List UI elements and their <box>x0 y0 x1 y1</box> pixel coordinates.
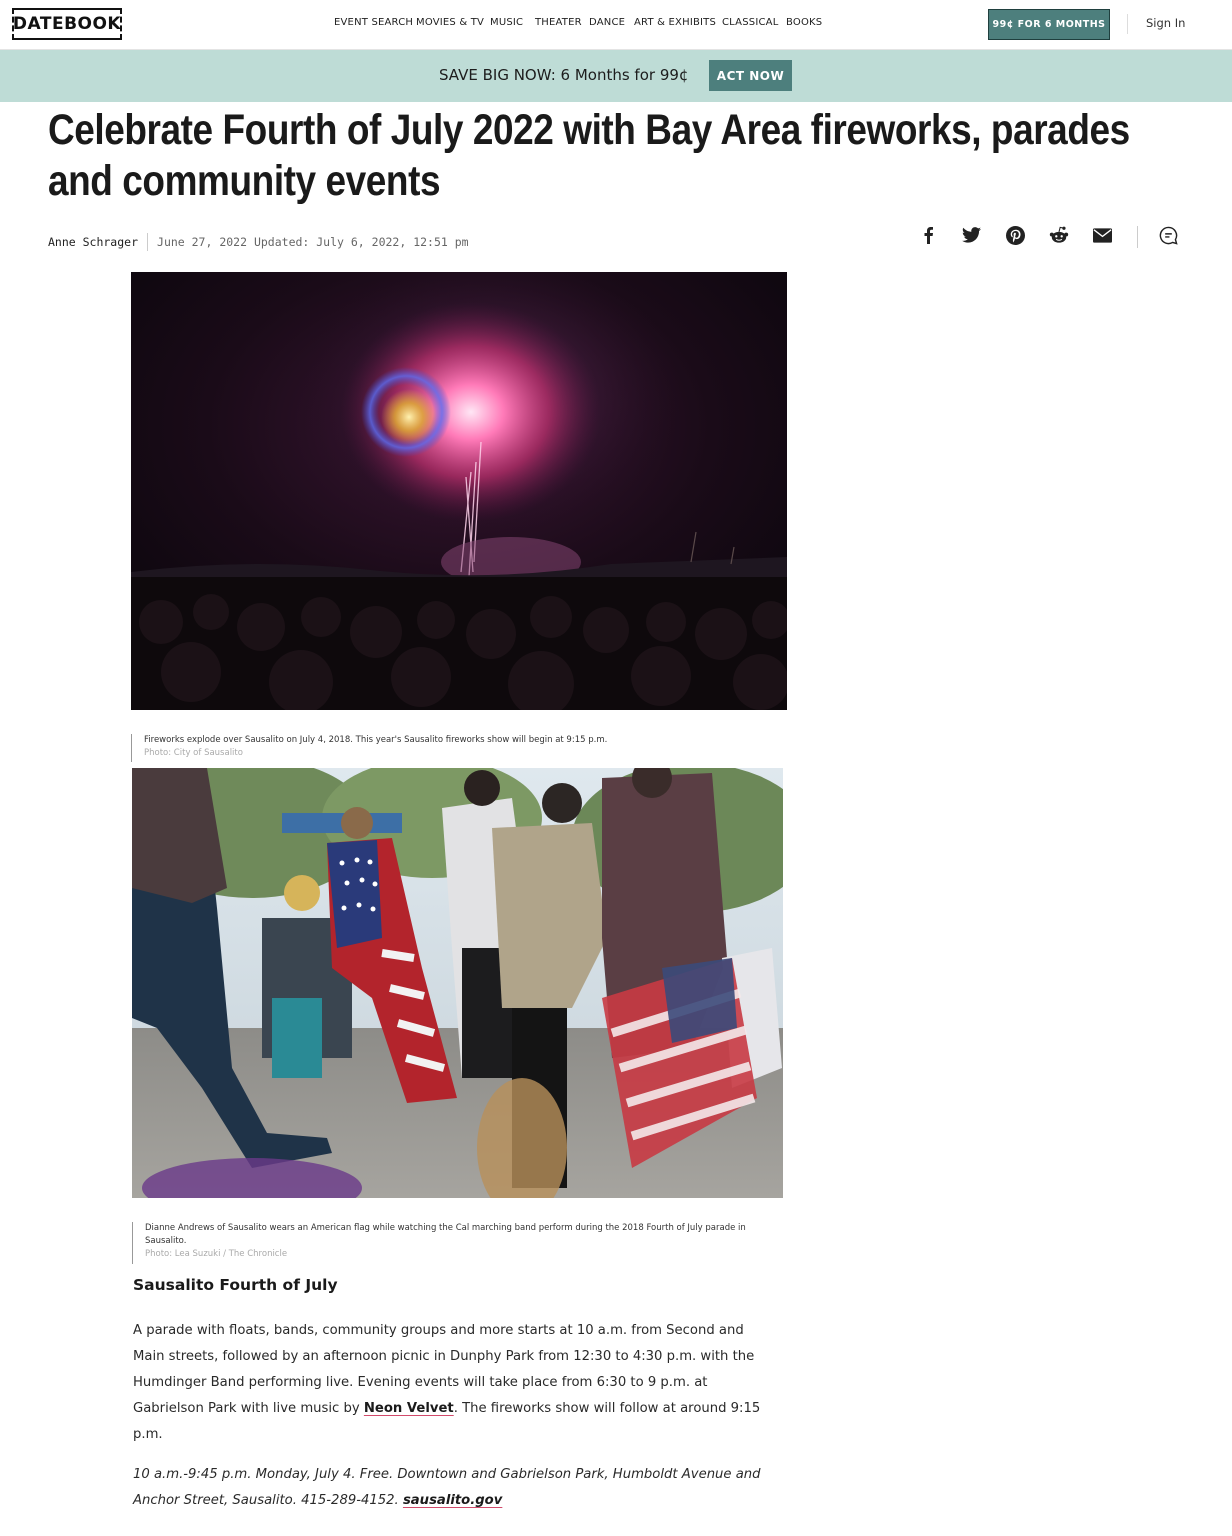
promo-text: SAVE BIG NOW: 6 Months for 99¢ <box>439 66 689 84</box>
facebook-icon[interactable] <box>918 225 938 245</box>
nav-art-exhibits[interactable]: ART & EXHIBITS <box>634 17 717 28</box>
author-link[interactable]: Anne Schrager <box>48 235 139 249</box>
article-paragraph <box>133 1318 773 1448</box>
act-now-button[interactable]: ACT NOW <box>709 60 792 91</box>
byline <box>48 233 469 251</box>
nav-books[interactable]: BOOKS <box>786 17 823 28</box>
paragraph-text-2: . The fireworks show will follow at around 9:15 p.m. <box>133 1401 761 1442</box>
section-heading: Sausalito Fourth of July <box>133 1276 338 1294</box>
photo2-credit: Photo: Lea Suzuki / The Chronicle <box>145 1249 288 1259</box>
article-title: Celebrate Fourth of July 2022 with Bay Area fireworks, parades and community events <box>48 106 1130 205</box>
sausalito-gov-link[interactable]: sausalito.gov <box>402 1493 503 1508</box>
photo1-credit: Photo: City of Sausalito <box>144 748 243 758</box>
nav-theater[interactable]: THEATER <box>535 17 582 28</box>
byline-divider <box>147 233 148 251</box>
promo-banner <box>0 50 1232 102</box>
nav-event-search[interactable]: EVENT SEARCH <box>334 17 414 28</box>
photo1-caption-text: Fireworks explode over Sausalito on July 4, 2018. This year's Sausalito fireworks show will begin at 9:15 p.m. <box>144 735 608 745</box>
photo2-caption-text: Dianne Andrews of Sausalito wears an American flag while watching the Cal marching band perform during the 2018 Fourth of July parade in Sausalito. <box>145 1223 746 1246</box>
subscribe-button[interactable]: 99¢ FOR 6 MONTHS <box>988 9 1110 40</box>
site-header <box>0 0 1232 50</box>
nav-dance[interactable]: DANCE <box>589 17 626 28</box>
event-details <box>133 1462 773 1514</box>
event-details-text: 10 a.m.-9:45 p.m. Monday, July 4. Free. Downtown and Gabrielson Park, Humboldt Avenue and Anchor Street, Sausalito. 415-289-4152. <box>133 1467 761 1508</box>
datebook-logo[interactable]: DATEBOOK <box>12 8 122 40</box>
fireworks-photo <box>131 272 787 710</box>
twitter-icon[interactable] <box>961 225 981 245</box>
header-divider <box>1127 14 1128 34</box>
photo1-caption <box>131 734 731 762</box>
reddit-icon[interactable] <box>1049 225 1069 245</box>
main-nav <box>334 17 824 33</box>
nav-classical[interactable]: CLASSICAL <box>722 17 779 28</box>
comment-icon[interactable] <box>1158 225 1178 245</box>
share-divider <box>1137 226 1138 248</box>
neon-velvet-link[interactable]: Neon Velvet <box>363 1401 454 1416</box>
nav-music[interactable]: MUSIC <box>490 17 524 28</box>
nav-movies-tv[interactable]: MOVIES & TV <box>416 17 485 28</box>
email-icon[interactable] <box>1092 225 1112 245</box>
photo2-caption <box>132 1222 772 1264</box>
pinterest-icon[interactable] <box>1005 225 1025 245</box>
sign-in-link[interactable]: Sign In <box>1146 16 1186 30</box>
paragraph-text-1: A parade with floats, bands, community groups and more starts at 10 a.m. from Second and Main streets, followed by an afternoon picnic in Dunphy Park from 12:30 to 4:30 p.m. with the Humdinger Band performing live. Evening events will take place from 6:30 to 9 p.m. at Gabrielson Park with live music by <box>133 1323 755 1416</box>
parade-photo <box>132 768 783 1198</box>
publish-date: June 27, 2022 Updated: July 6, 2022, 12:51 pm <box>157 235 469 249</box>
